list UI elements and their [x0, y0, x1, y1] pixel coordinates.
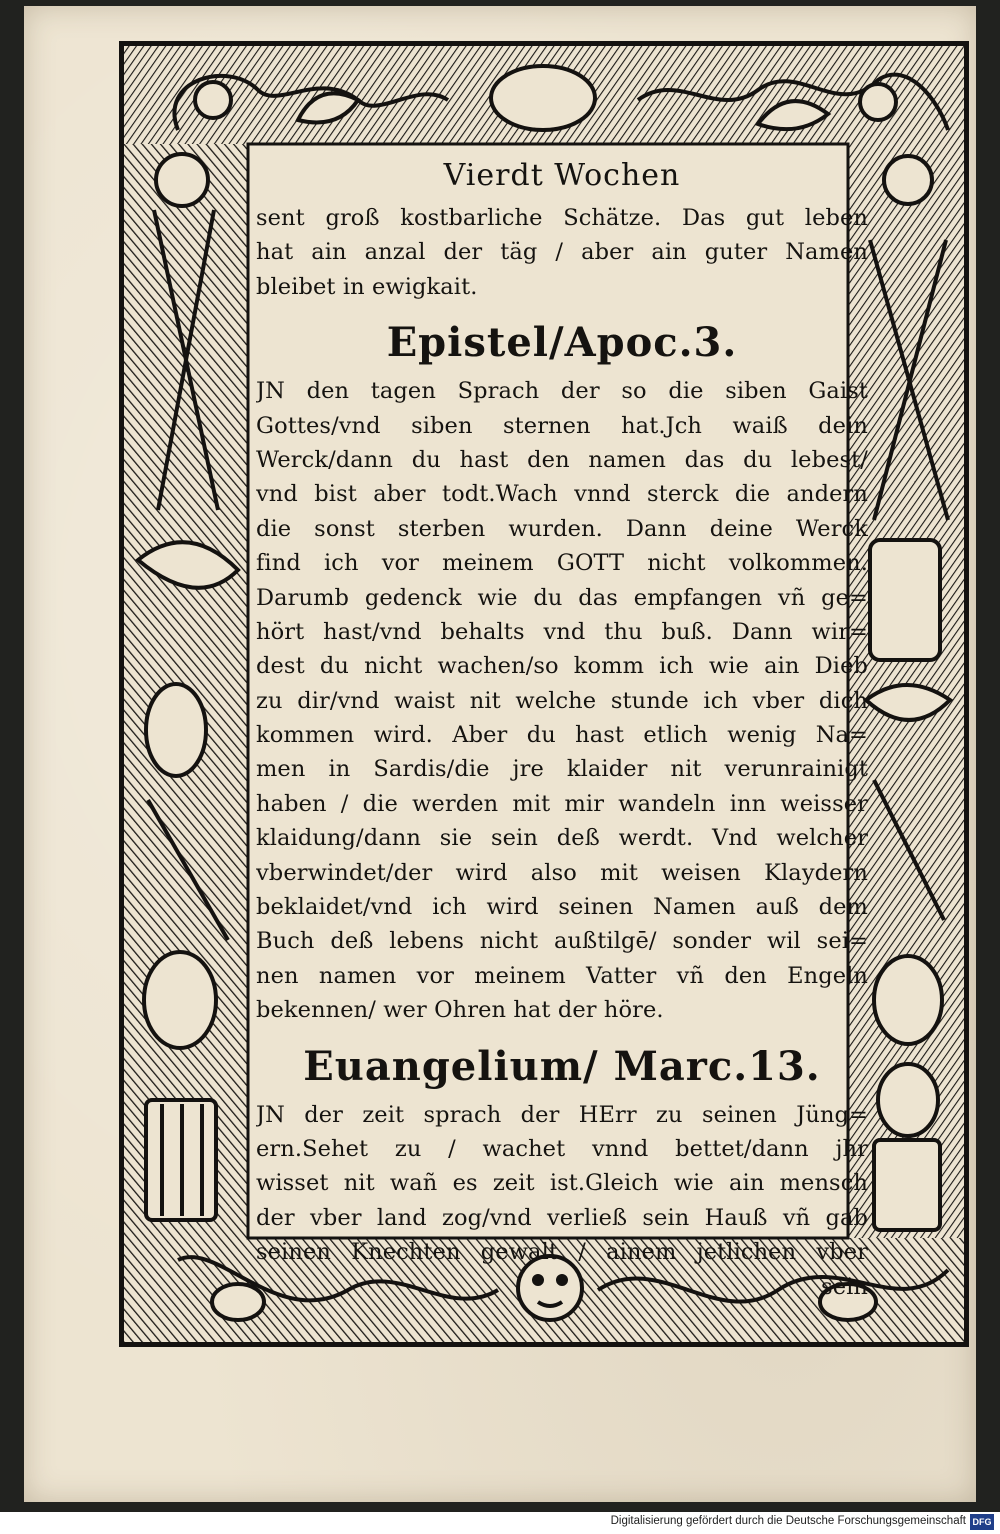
- text-line: JN der zeit sprach der HErr zu seinen Jüng=: [256, 1101, 868, 1128]
- text-line: Buch deß lebens nicht außtilgē/ sonder wil sei=: [256, 928, 868, 955]
- text-line: zu dir/vnd waist nit welche stunde ich vber dich: [256, 687, 868, 714]
- text-line: vberwindet/der wird also mit weisen Klaydern: [256, 859, 868, 886]
- text-line: bekennen/ wer Ohren hat der höre.: [256, 997, 664, 1024]
- text-line: haben / die werden mit mir wandeln inn weisser: [256, 790, 868, 817]
- text-line: Darumb gedenck wie du das empfangen vñ ge=: [256, 584, 868, 611]
- text-line: nen namen vor meinem Vatter vñ den Engeln: [256, 962, 868, 989]
- catchword: sein: [821, 1273, 868, 1300]
- text-line: sent groß kostbarliche Schätze. Das gut leben: [256, 205, 868, 231]
- text-line: bleibet in ewigkait.: [256, 273, 478, 300]
- intro-paragraph: [256, 201, 868, 304]
- text-line: der vber land zog/vnd verließ sein Hauß vñ gab: [256, 1204, 868, 1231]
- text-line: klaidung/dann sie sein deß werdt. Vnd welcher: [256, 825, 868, 852]
- text-line: JN den tagen Sprach der so die siben Gaist: [256, 378, 868, 405]
- epistle-heading: Epistel/Apoc.3.: [386, 319, 738, 367]
- text-line: vnd bist aber todt.Wach vnnd sterck die andern: [256, 481, 868, 508]
- text-line: wisset nit wañ es zeit ist.Gleich wie ain mensch: [256, 1170, 868, 1197]
- text-column: [256, 158, 868, 1304]
- funding-credit: Digitalisierung gefördert durch die Deutsche Forschungsgemeinschaft: [610, 1515, 966, 1527]
- text-line: hat ain anzal der täg / aber ain guter Namen: [256, 239, 868, 266]
- text-line: die sonst sterben wurden. Dann deine Werck: [256, 515, 868, 542]
- dfg-logo-icon: DFG: [970, 1514, 994, 1530]
- running-head: Vierdt Wochen: [443, 158, 681, 193]
- text-line: kommen wird. Aber du hast etlich wenig Na=: [256, 722, 868, 749]
- text-line: find ich vor meinem GOTT nicht volkommen.: [256, 550, 868, 577]
- footer-bar: [0, 1512, 1000, 1534]
- text-line: hört hast/vnd behalts vnd thu buß. Dann wir=: [256, 618, 868, 645]
- gospel-heading: Euangelium/ Marc.13.: [303, 1042, 821, 1090]
- epistle-text: [256, 374, 868, 1027]
- gospel-text: [256, 1098, 868, 1270]
- text-line: Werck/dann du hast den namen das du lebest/: [256, 446, 868, 473]
- text-line: Gottes/vnd siben sternen hat.Jch waiß dein: [256, 412, 868, 439]
- text-line: beklaidet/vnd ich wird seinen Namen auß dem: [256, 894, 868, 921]
- text-line: men in Sardis/die jre klaider nit verunrainigt: [256, 756, 868, 783]
- text-line: seinen Knechten gewalt / ainem jetlichen vber: [256, 1239, 868, 1266]
- text-line: dest du nicht wachen/so komm ich wie ain Dieb: [256, 653, 868, 680]
- text-line: ern.Sehet zu / wachet vnnd bettet/dann jhr: [256, 1135, 868, 1162]
